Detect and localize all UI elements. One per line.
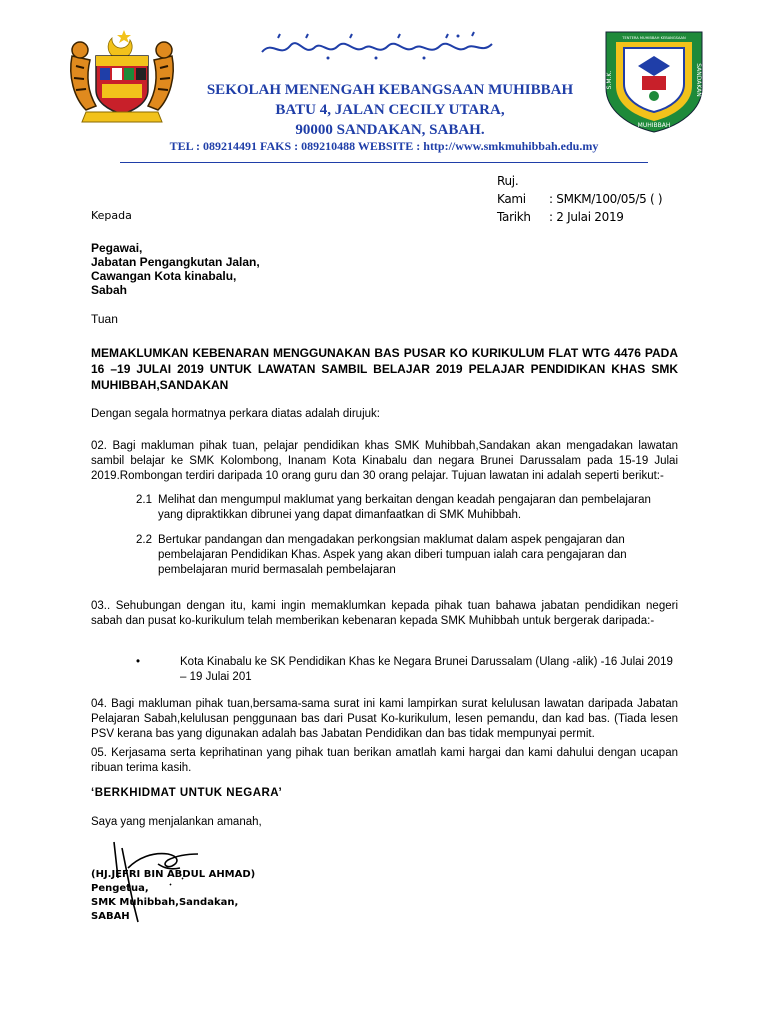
- signer-name: (HJ.JEFRI BIN ABDUL AHMAD): [91, 869, 256, 880]
- logo-text-bottom: MUHIBBAH: [637, 122, 671, 129]
- tarikh-value: : 2 Julai 2019: [549, 210, 624, 224]
- jawi-calligraphy: [258, 30, 496, 62]
- signer-title: Pengetua,: [91, 883, 149, 894]
- recipient-line: Pegawai,: [91, 241, 143, 255]
- recipient-address: [91, 241, 260, 297]
- school-letterhead: [190, 80, 590, 140]
- header-divider: [120, 162, 648, 163]
- item-2-2: [136, 533, 676, 578]
- item-number: 2.1: [136, 494, 152, 506]
- bullet-text: Kota Kinabalu ke SK Pendidikan Khas ke Negara Brunei Darussalam (Ulang -alik) -16 Julai 2019 – 19 Julai 201: [180, 656, 673, 683]
- signer-state: SABAH: [91, 911, 130, 922]
- item-text: Melihat dan mengumpul maklumat yang berkaitan dengan keadah pengajaran dan pembelajaran yang dipraktikkan dibrunei yang dapat dimanfaatkan di SMK Muhibbah.: [158, 494, 651, 521]
- signer-school: SMK Muhibbah,Sandakan,: [91, 897, 239, 908]
- paragraph-02: 02. Bagi makluman pihak tuan, pelajar pendidikan khas SMK Muhibbah,Sandakan akan mengadakan lawatan sambil belajar ke SMK Kolombong, Inanam Kota Kinabalu dan negara Brunei Darussalam pada 15-19 Julai 2019.Rombongan terdiri daripada 10 orang guru dan 30 orang pelajar. Tujuan lawatan ini adalah seperti berikut:-: [91, 440, 678, 482]
- school-logo: [598, 26, 710, 136]
- paragraph-04: 04. Bagi makluman pihak tuan,bersama-sama surat ini kami lampirkan surat kelulusan lawatan daripada Jabatan Pelajaran Sabah,kelulusan penggunaan bas dari Pusat Ko-kurikulum, lesen pemandu, dan kad bas. (Tiada lesen PSV kerana bas yang digunakan adalah bas Jabatan Pendidikan dan bas tidak mempunyai permit.: [91, 698, 678, 740]
- salutation: Tuan: [91, 312, 118, 326]
- recipient-line: Cawangan Kota kinabalu,: [91, 269, 237, 283]
- contact-line: TEL : 089214491 FAKS : 089210488 WEBSITE : http://www.smkmuhibbah.edu.my: [169, 139, 599, 153]
- tarikh-label: Tarikh: [497, 210, 531, 224]
- logo-text-right: SANDAKAN: [695, 63, 702, 97]
- recipient-line: Sabah: [91, 283, 128, 297]
- paragraph-03: 03.. Sehubungan dengan itu, kami ingin memaklumkan kepada pihak tuan bahawa jabatan pendidikan negeri sabah dan pusat ko-kurikulum telah memberikan kebenaran kepada SMK Muhibbah untuk bergerak daripada:-: [91, 600, 678, 627]
- address-line-1: BATU 4, JALAN CECILY UTARA,: [275, 102, 505, 118]
- address-line-2: 90000 SANDAKAN, SABAH.: [295, 122, 485, 138]
- item-number: 2.2: [136, 534, 152, 546]
- opening-line: Dengan segala hormatnya perkara diatas adalah dirujuk:: [91, 408, 380, 420]
- item-text: Bertukar pandangan dan mengadakan perkongsian maklumat dalam aspek pengajaran dan pembelajaran Pendidikan Khas. Aspek yang akan diberi tumpuan ialah cara pengajaran dan pembelajaran murid bermasalah pembelajaran: [158, 534, 627, 576]
- route-bullet: [136, 655, 676, 685]
- paragraph-05: 05. Kerjasama serta keprihatinan yang pihak tuan berikan amatlah kami hargai dan kami dahului dengan ucapan ribuan terima kasih.: [91, 747, 678, 774]
- motto: ‘BERKHIDMAT UNTUK NEGARA’: [91, 787, 283, 799]
- bullet-mark: •: [136, 656, 141, 668]
- item-2-1: [136, 493, 676, 523]
- logo-text-top: TENTERA MUHIBBAH KEBANGSAAN: [622, 36, 686, 40]
- ruj-value: : SMKM/100/05/5 ( ): [549, 192, 663, 206]
- letter-subject: MEMAKLUMKAN KEBENARAN MENGGUNAKAN BAS PUSAR KO KURIKULUM FLAT WTG 4476 PADA 16 –19 JULAI 2019 UNTUK LAWATAN SAMBIL BELAJAR 2019 PELAJAR PENDIDIKAN KHAS SMK MUHIBBAH,SANDAKAN: [91, 346, 678, 392]
- kepada-label: Kepada: [91, 209, 132, 222]
- logo-text-left: S.M.K.: [606, 70, 613, 90]
- coat-of-arms-emblem: [66, 26, 178, 126]
- reference-block: [497, 172, 662, 226]
- school-name: SEKOLAH MENENGAH KEBANGSAAN MUHIBBAH: [206, 82, 574, 98]
- signer-block: [91, 868, 255, 924]
- closing-line: Saya yang menjalankan amanah,: [91, 816, 262, 828]
- recipient-line: Jabatan Pengangkutan Jalan,: [91, 255, 260, 269]
- ruj-label: Ruj. Kami: [497, 174, 526, 206]
